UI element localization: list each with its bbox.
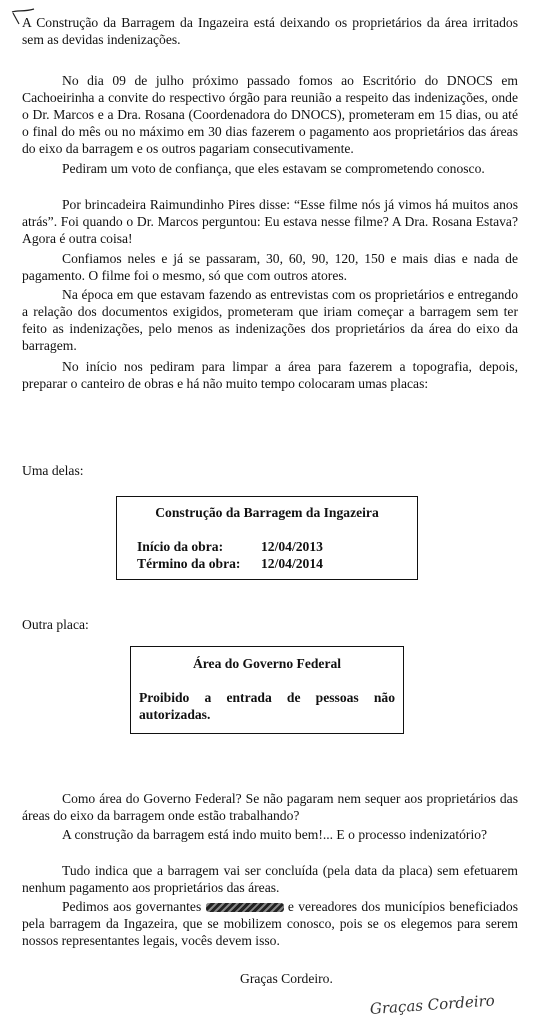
sign-end-date: 12/04/2014 [261,556,323,571]
handwritten-signature [368,988,498,1022]
label-uma-delas: Uma delas: [22,463,84,478]
paragraph-intro: A Construção da Barragem da Ingazeira está deixando os proprietários da área irritados sem as devidas indenizações. [22,15,518,47]
sign-end-row [137,555,417,572]
paragraph-appeal [22,898,518,949]
sign-start-label: Início da obra: [137,539,224,554]
appeal-text-end: e vereadores dos municípios beneficiados pela barragem da Ingazeira, que se mobilizem conosco, pois se os elegemos para serem nossos representantes legais, vocês devem isso. [22,899,518,948]
printed-signature: Graças Cordeiro. [240,971,333,986]
paragraph-interviews: Na época em que estavam fazendo as entrevistas com os proprietários e entregando a relação dos documentos exigidos, prometeram que iriam começar a barragem sem ter feito as indenizações, pelo menos as indenizações dos proprietários da área do eixo da barragem. [22,287,518,353]
paragraph-meeting: No dia 09 de julho próximo passado fomos ao Escritório do DNOCS em Cachoeirinha a convite do respectivo órgão para reunião a respeito das indenizações, onde o Dr. Marcos e a Dra. Rosana (Coordenadora do DNOCS), prometeram em 15 dias, ou até o final do mês ou no máximo em 30 dias fazerem o pagamento aos proprietários das áreas do eixo da barragem e os outros pagariam consecutivamente. [22,73,518,156]
paragraph-question: Como área do Governo Federal? Se não pagaram nem sequer aos proprietários das áreas do eixo da barragem onde estão trabalhando? [22,791,518,823]
paragraph-conclusion: Tudo indica que a barragem vai ser concluída (pela data da placa) sem efetuarem nenhum pagamento aos proprietários das áreas. [22,863,518,895]
paragraph-joke: Por brincadeira Raimundinho Pires disse: “Esse filme nós já vimos há muitos anos atrás”. Foi quando o Dr. Marcos perguntou: Eu estava nesse filme? A Dra. Rosana Estava? Agora é outra coisa! [22,197,518,246]
paragraph-waiting: Confiamos neles e já se passaram, 30, 60, 90, 120, 150 e mais dias e nada de pagamento. O filme foi o mesmo, só que com outros atores. [22,251,518,283]
sign-federal-area [130,646,404,734]
appeal-text-start: Pedimos aos governantes [62,899,202,914]
redaction-blot [206,903,284,912]
paragraph-cleaning: No início nos pediram para limpar a área para fazerem a topografia, depois, preparar o canteiro de obras e há não muito tempo colocaram umas placas: [22,359,518,391]
sign-federal-body: Proibido a entrada de pessoas não autorizadas. [139,690,395,722]
sign-construction [116,496,418,580]
sign-construction-title: Construção da Barragem da Ingazeira [155,505,379,520]
label-outra-placa: Outra placa: [22,617,89,632]
svg-text:Graças Cordeiro: Graças Cordeiro [369,991,496,1019]
sign-end-label: Término da obra: [137,556,241,571]
paragraph-process: A construção da barragem está indo muito bem!... E o processo indenizatório? [62,827,488,842]
sign-start-date: 12/04/2013 [261,539,323,554]
paragraph-trust: Pediram um voto de confiança, que eles estavam se comprometendo conosco. [62,161,485,176]
sign-federal-title: Área do Governo Federal [192,656,342,671]
sign-start-row [137,538,417,555]
